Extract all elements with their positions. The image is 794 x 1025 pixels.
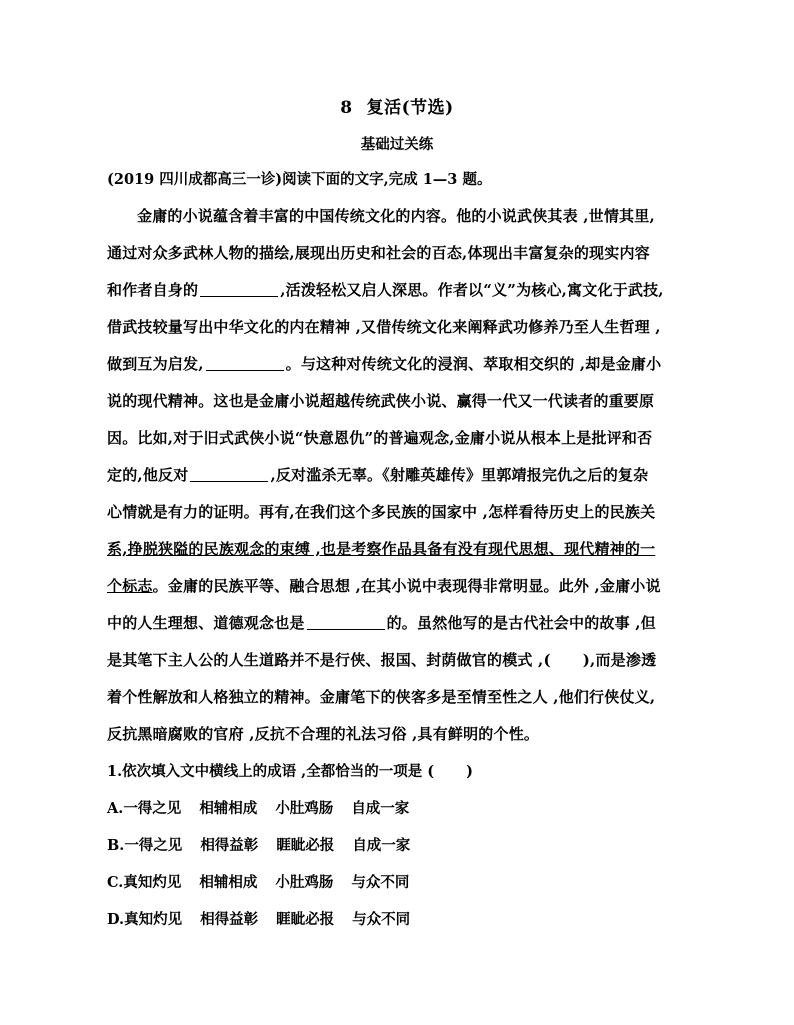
option-label: D. [107,911,125,928]
passage-text: 是其笔下主人公的人生道路并不是行侠、报国、封荫做官的模式 ,( [107,651,551,669]
page-title [0,93,794,118]
option-a[interactable] [107,797,427,818]
answer-blank [190,465,268,482]
passage-line: 说的现代精神。这也是金庸小说超越传统武侠小说、赢得一代又一代读者的重要原 [107,392,655,410]
passage-text: ,反对滥杀无辜。《射雕英雄传》里郭靖报完仇之后的复杂 [270,466,649,484]
option-item: 睚眦必报 [276,911,335,928]
option-label: C. [107,874,124,891]
passage-line [107,575,661,596]
answer-blank [200,280,278,297]
question-stem [107,760,473,781]
passage-line [107,464,648,485]
passage-line [107,612,656,633]
underlined-text: 个标志 [107,577,153,595]
passage-text: 中的人生理想、道德观念也是 [107,614,305,632]
option-item: 小肚鸡肠 [275,874,334,891]
question-text: ) [466,763,474,780]
option-item: 一得之见 [124,837,183,854]
passage-line: 通过对众多武林人物的描绘,展现出历史和社会的百态,体现出丰富复杂的现实内容 [107,244,650,262]
passage-line: 金庸的小说蕴含着丰富的中国传统文化的内容。他的小说武侠其表 ,世情其里, [137,207,655,225]
passage-line: 着个性解放和人格独立的精神。金庸笔下的侠客多是至情至性之人 ,他们行侠仗义, [107,688,656,706]
option-item: 相辅相成 [199,800,258,817]
lesson-number: 8 [340,98,353,118]
passage-text: 。金庸的民族平等、融合思想 ,在其小说中表现得非常明显。此外 ,金庸小说 [152,577,661,595]
option-item: 睚眦必报 [276,837,335,854]
passage-line: 心情就是有力的证明。再有,在我们这个多民族的国家中 ,怎样看待历史上的民族关 [107,503,656,521]
section-title: 基础过关练 [360,136,434,153]
question-text: 1.依次填入文中横线上的成语 ,全都恰当的一项是 ( [107,763,435,780]
option-c[interactable] [107,871,427,892]
passage-line [107,353,661,374]
answer-blank [206,354,284,371]
option-d[interactable] [107,908,428,929]
option-item: 相得益彰 [200,911,259,928]
passage-text: ,活泼轻松又启人深思。作者以“义”为核心,寓文化于武技, [280,281,664,299]
passage-line-underlined: 系,挣脱狭隘的民族观念的束缚 ,也是考察作品具备有没有现代思想、现代精神的一 [107,540,656,558]
option-item: 自成一家 [352,837,411,854]
option-label: B. [107,837,125,854]
option-item: 自成一家 [351,800,410,817]
passage-line [107,649,656,670]
passage-line: 借武技较量写出中华文化的内在精神 ,又借传统文化来阐释武功修养乃至人生哲理 , [107,318,661,336]
option-item: 一得之见 [123,800,182,817]
option-item: 与众不同 [352,911,411,928]
lesson-title: 复活(节选) [366,98,454,118]
option-label: A. [107,800,124,817]
option-item: 与众不同 [351,874,410,891]
option-b[interactable] [107,834,428,855]
passage-text: 。与这种对传统文化的浸润、萃取相交织的 ,却是金庸小 [285,355,662,373]
passage-text: ),而是渗透 [582,651,657,669]
passage-text: 和作者自身的 [107,281,199,299]
passage-text: 定的,他反对 [107,466,189,484]
option-item: 相得益彰 [200,837,259,854]
passage-text: 做到互为启发, [107,355,204,373]
source-line: (2019 四川成都高三一诊)阅读下面的文字,完成 1—3 题。 [107,171,492,188]
option-item: 真知灼见 [123,874,182,891]
passage-line: 反抗黑暗腐败的官府 ,反抗不合理的礼法习俗 ,具有鲜明的个性。 [107,725,540,743]
option-item: 小肚鸡肠 [275,800,334,817]
passage-line [107,279,664,300]
passage-line: 因。比如,对于旧式武侠小说“快意恩仇”的普遍观念,金庸小说从根本上是批评和否 [107,429,653,447]
answer-blank [307,613,385,630]
option-item: 相辅相成 [199,874,258,891]
passage-text: 的。虽然他写的是古代社会中的故事 ,但 [386,614,656,632]
option-item: 真知灼见 [124,911,183,928]
